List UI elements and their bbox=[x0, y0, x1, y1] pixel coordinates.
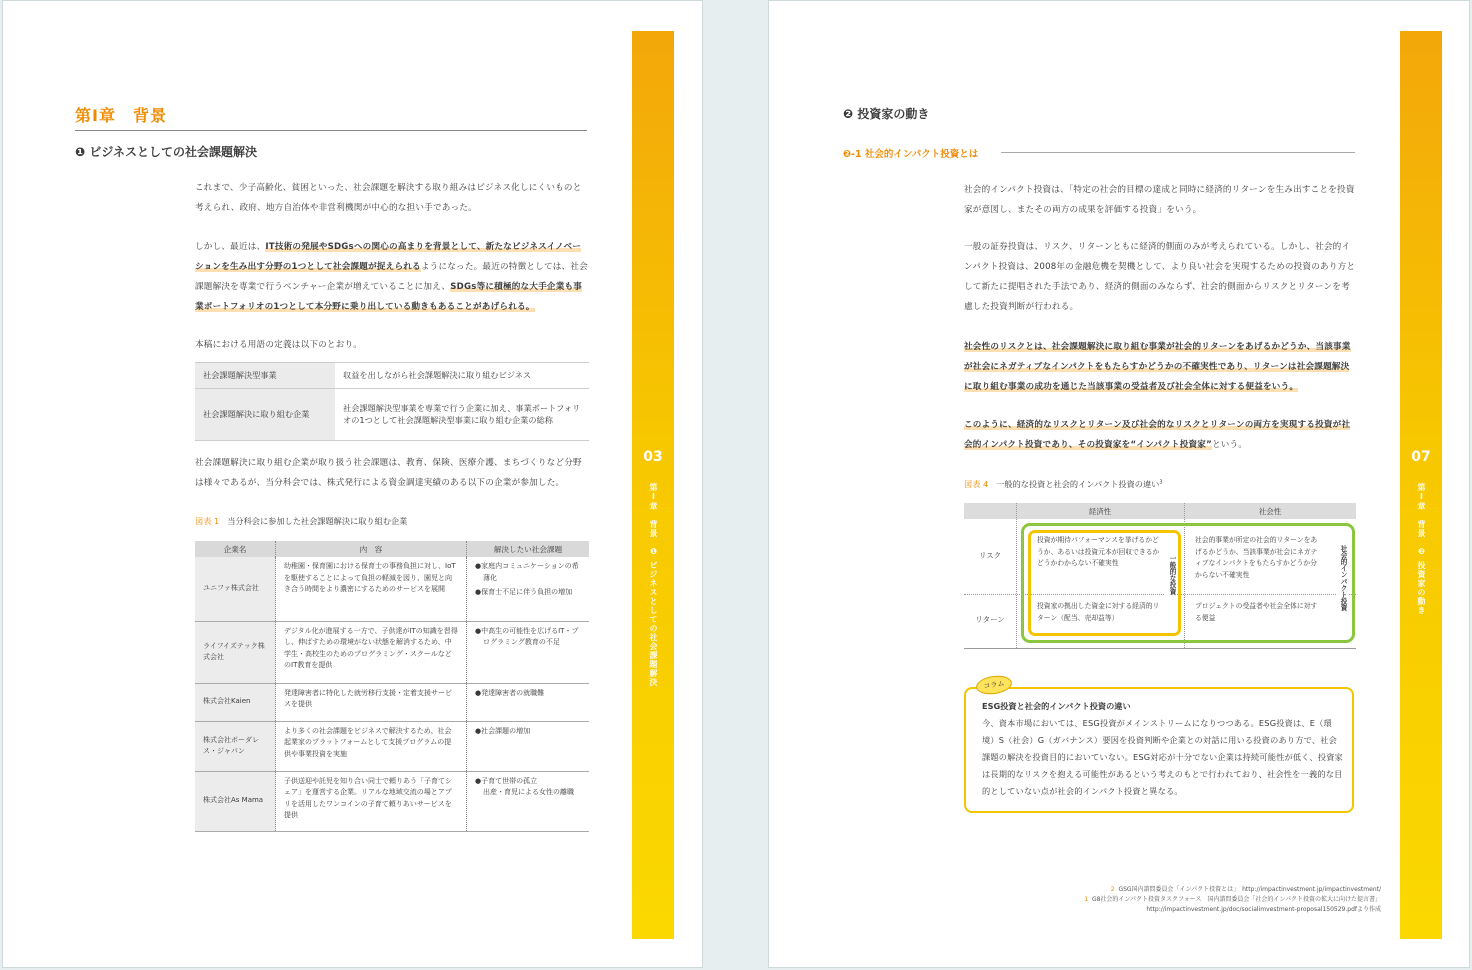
company-name: 株式会社ボーダレス・ジャパン bbox=[195, 721, 276, 771]
side-bar bbox=[632, 31, 674, 939]
column-title: ESG投資と社会的インパクト投資の違い bbox=[982, 701, 1131, 711]
intro-paragraph: これまで、少子高齢化、貧困といった、社会課題を解決する取り組みはビジネス化しにくいものと考えられ、政府、地方自治体や非営利機関が中心的な担い手であった。 bbox=[195, 183, 582, 213]
left-page bbox=[2, 0, 703, 968]
participants-paragraph: 社会課題解決に取り組む企業が取り扱う社会課題は、教育、保険、医療介護、まちづくりなど分野は様々であるが、当分科会では、株式発行による資金調達実績のある以下の企業が参加した。 bbox=[195, 458, 582, 488]
footnotes bbox=[949, 885, 1381, 915]
highlight-text: IT技術の発展やSDGsへの関心の高まりを背景として、新たなビジネスイノベーションを生み出す分野の1つとして社会課題が捉えられる bbox=[195, 242, 582, 272]
side-bar-text: 第Ⅰ章 背景 ❶ ビジネスとしての社会課題解決 bbox=[649, 483, 658, 687]
footnote: http://impactinvestment.jp/doc/socialimvestment-proposal150529.pdfより作成 bbox=[1146, 906, 1381, 913]
definition-term: 社会課題解決に取り組む企業 bbox=[195, 389, 335, 441]
company-name: 株式会社Kaien bbox=[195, 683, 276, 721]
company-name: ライフイズテック株式会社 bbox=[195, 621, 276, 683]
definition-term: 社会課題解決型事業 bbox=[195, 363, 335, 389]
table-row bbox=[195, 771, 589, 831]
column-header: 内 容 bbox=[276, 541, 467, 557]
column-box bbox=[964, 679, 1354, 813]
company-name: ユニファ株式会社 bbox=[195, 557, 276, 621]
company-content: 子供送迎や託児を知り合い同士で頼りあう「子育てシェア」を運営する企業。リアルな地域交流の場とアプリを活用したワンコインの子育て頼りあいサービスを提供 bbox=[276, 771, 467, 831]
definition-row bbox=[195, 389, 589, 441]
column-header: 解決したい社会課題 bbox=[467, 541, 590, 557]
highlight-text: 社会性のリスクとは、社会課題解決に取り組む事業が社会的リターンをあげるかどうか、当該事業が社会にネガティブなインパクトをもたらすかどうかの不確実性であり、リターンは社会課題解決に取り組む事業の成功を通じた当該事業の受益者及び社会全体に対する便益をいう。 bbox=[964, 342, 1351, 392]
table-row bbox=[195, 721, 589, 771]
side-bar bbox=[1400, 31, 1442, 939]
company-content: デジタル化が進展する一方で、子供達がITの知識を習得し、伸ばすための環境がない状態を解消するため、中学生・高校生のためのプログラミング・スクールなどのIT教育を提供 bbox=[276, 621, 467, 683]
company-issues: ●家庭内コミュニケーションの希薄化 ●保育士不足に伴う負担の増加 bbox=[467, 557, 590, 621]
company-name: 株式会社As Mama bbox=[195, 771, 276, 831]
page-number: 03 bbox=[643, 449, 663, 465]
figure-caption: 図表 4 一般的な投資と社会的インパクト投資の違い$^3$ bbox=[964, 479, 1163, 489]
column-header: 社会性 bbox=[1258, 507, 1282, 516]
risk-paragraph bbox=[964, 337, 1356, 397]
subsection-heading: ❷-1 社会的インパクト投資とは bbox=[843, 149, 979, 160]
table-header-row bbox=[195, 541, 589, 557]
conclusion-paragraph: このように、経済的なリスクとリターン及び社会的なリスクとリターンの両方を実現する投資が社会的インパクト投資であり、その投資家を“インパクト投資家”という。 bbox=[964, 420, 1351, 450]
figure-label: 図表 4 bbox=[964, 479, 989, 489]
section-heading: ❷ 投資家の動き bbox=[843, 107, 930, 121]
table-row bbox=[195, 683, 589, 721]
trend-paragraph: しかし、最近は、IT技術の発展やSDGsへの関心の高まりを背景として、新たなビジネスイノベーションを生み出す分野の1つとして社会課題が捉えられるようになった。最近の特徴としては、社会課題解決を専業で行うベンチャー企業が増えていることに加え、SDGs等に積極的な大手企業も事業ポートフォリオの1つとして本分野に乗り出している動きもあることがあげられる。 bbox=[195, 242, 588, 312]
figure-label: 図表 1 bbox=[195, 516, 220, 526]
highlight-text: このように、経済的なリスクとリターン及び社会的なリスクとリターンの両方を実現する投資が社会的インパクト投資であり、その投資家を“インパクト投資家” bbox=[964, 420, 1351, 450]
definition-paragraph: 社会的インパクト投資は、「特定の社会的目標の達成と同時に経済的リターンを生み出すことを投資家が意図し、またその両方の成果を評価する投資」をいう。 bbox=[964, 185, 1355, 215]
definition-desc: 収益を出しながら社会課題解決に取り組むビジネス bbox=[335, 363, 589, 389]
side-bar-text: 第Ⅰ章 背景 ❷ 投資家の動き bbox=[1417, 483, 1426, 615]
definition-table bbox=[195, 362, 589, 441]
row-header: リスク bbox=[978, 551, 1002, 560]
right-page bbox=[768, 0, 1470, 968]
cell-risk-economic: 投資が期待パフォーマンスを挙げるかどうか、あるいは投資元本が回収できるかどうかわからない不確実性 bbox=[1037, 536, 1160, 567]
company-issues: ●発達障害者の就職難 bbox=[467, 683, 590, 721]
definition-intro: 本稿における用語の定義は以下のとおり。 bbox=[195, 340, 363, 350]
definition-row bbox=[195, 363, 589, 389]
comparison-diagram bbox=[964, 503, 1356, 651]
definition-desc: 社会課題解決型事業を専業で行う企業に加え、事業ポートフォリオの1つとして社会課題解決型事業に取り組む企業の総称 bbox=[335, 389, 589, 441]
impact-investment-label: 社会的インパクト投資 bbox=[1336, 545, 1348, 615]
table-row bbox=[195, 557, 589, 621]
column-header: 企業名 bbox=[195, 541, 276, 557]
cell-return-economic: 投資家の拠出した資金に対する経済的リターン（配当、売却益等） bbox=[1037, 602, 1160, 622]
column-body: 今、資本市場においては、ESG投資がメインストリームになりつつある。ESG投資は、E（環境）S（社会）G（ガバナンス）要因を投資判断や企業との対話に用いる投資のあり方で、社会課題の解決を投資目的においていない。ESG対応が十分でない企業は持続可能性が低く、投資家は長期的なリスクを抱える可能性があるという考えのもとで行われており、社会性を一義的な目的としていない点が社会的インパクト投資と異なる。 bbox=[982, 718, 1344, 796]
company-table bbox=[195, 541, 589, 832]
cell-return-social: プロジェクトの受益者や社会全体に対する便益 bbox=[1195, 602, 1318, 622]
company-issues: ●社会課題の増加 bbox=[467, 721, 590, 771]
comparison-paragraph: 一般の証券投資は、リスク、リターンともに経済的側面のみが考えられている。しかし、社会的インパクト投資は、2008年の金融危機を契機として、より良い社会を実現するための投資のあり方として新たに提唱された手法であり、経済的側面のみならず、社会的側面からリスクとリターンを考慮した投資判断が行われる。 bbox=[964, 242, 1356, 312]
figure-title: 当分科会に参加した社会課題解決に取り組む企業 bbox=[227, 516, 408, 526]
cell-risk-social: 社会的事業が所定の社会的リターンをあげるかどうか、当該事業が社会にネガティブなインパクトをもたらすかどうか分からない不確実性 bbox=[1195, 536, 1318, 579]
row-header: リターン bbox=[975, 615, 1005, 624]
figure-caption bbox=[195, 516, 407, 527]
section-heading: ❶ ビジネスとしての社会課題解決 bbox=[75, 145, 257, 159]
highlight-text: SDGs等に積極的な大手企業も事業ポートフォリオの1つとして本分野に乗り出している動きもあることがあげられる。 bbox=[195, 282, 583, 312]
company-issues: ●子育て世帯の孤立 出産・育児による女性の離職 bbox=[467, 771, 590, 831]
company-content: より多くの社会課題をビジネスで解決するため、社会起業家のプラットフォームとして支援プログラムの提供や事業投資を実施 bbox=[276, 721, 467, 771]
company-content: 幼稚園・保育園における保育士の事務負担に対し、IoTを駆使することによって負担の軽減を図り、園児と向き合う時間をより濃密にするためのサービスを展開 bbox=[276, 557, 467, 621]
column-header: 経済性 bbox=[1088, 507, 1112, 516]
column-tag: コラム bbox=[975, 674, 1013, 697]
chapter-title: 第Ⅰ章 背景 bbox=[75, 106, 167, 125]
table-row bbox=[195, 621, 589, 683]
page-number: 07 bbox=[1411, 449, 1431, 465]
subsection-rule bbox=[1001, 152, 1355, 153]
footnote: 1 G8社会的インパクト投資タスクフォース 国内諮問委員会「社会的インパクト投資の拡大に向けた提言書」 bbox=[1084, 896, 1381, 903]
chapter-rule bbox=[75, 130, 587, 131]
company-content: 発達障害者に特化した就労移行支援・定着支援サービスを提供 bbox=[276, 683, 467, 721]
figure-title: 一般的な投資と社会的インパクト投資の違い bbox=[996, 479, 1160, 489]
general-investment-label: 一般的な投資 bbox=[1165, 555, 1177, 603]
company-issues: ●中高生の可能性を広げるIT・プログラミング教育の不足 bbox=[467, 621, 590, 683]
footnote: 2 GSG国内諮問委員会「インパクト投資とは」 http://impactinvestment.jp/impactinvestment/ bbox=[1110, 886, 1381, 893]
